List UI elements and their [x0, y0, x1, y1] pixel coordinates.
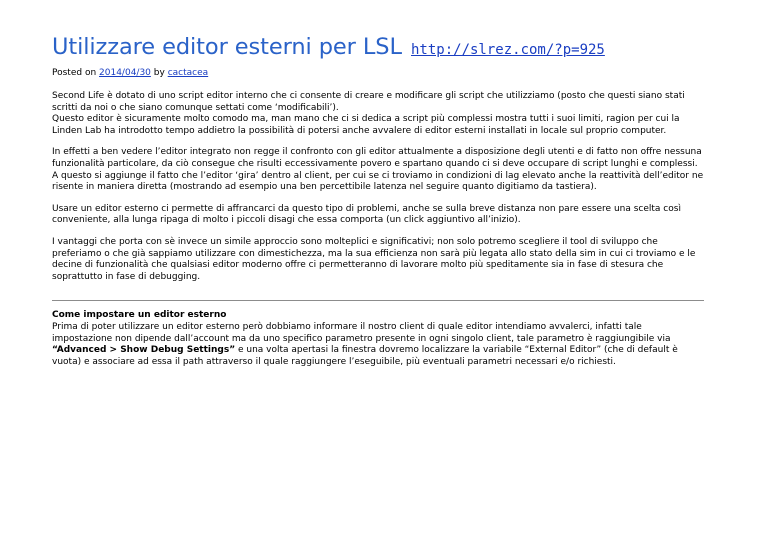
- post-meta: [52, 68, 704, 78]
- by-label: by: [153, 68, 165, 78]
- section-divider: [52, 300, 704, 301]
- section: [52, 310, 704, 368]
- paragraph-2: [52, 147, 704, 193]
- menu-path: “Advanced > Show Debug Settings”: [52, 345, 236, 356]
- paragraph-line: Questo editor è sicuramente molto comodo ma, man mano che ci si dedica a script più complessi mostra tutti i suoi limiti, ragion per cui la Linden Lab ha introdotto tempo addietro la possibilità di potersi anche avvalere di editor esterni installati in locale sul proprio computer.: [52, 114, 680, 136]
- paragraph-line: Second Life è dotato di uno script editor interno che ci consente di creare e modificare gli script che utilizziamo (posto che questi siano stati scritti da noi o che siano comunque settati come ‘modificabili’).: [52, 91, 685, 113]
- paragraph-4: [52, 237, 704, 283]
- article-title: Utilizzare editor esterni per LSL: [52, 34, 402, 60]
- section-paragraph: [52, 322, 704, 368]
- post-date-link[interactable]: 2014/04/30: [99, 68, 151, 78]
- section-heading: Come impostare un editor esterno: [52, 310, 227, 321]
- short-link[interactable]: http://slrez.com/?p=925: [411, 42, 605, 58]
- author-link[interactable]: cactacea: [167, 68, 209, 78]
- paragraph-line: A questo si aggiunge il fatto che l’editor ‘gira’ dentro al client, per cui se ci troviamo in condizioni di lag elevato anche la reattività dell’editor ne risente in maniera diretta (mostrando ad esempio una ben percettibile latenza nel seguire quanto digitiamo da tastiera).: [52, 170, 704, 193]
- article: [52, 34, 704, 378]
- posted-on-label: Posted on: [52, 68, 97, 78]
- section-text-after: e una volta apertasi la finestra dovremo localizzare la variabile “External Editor” (che di default è vuota) e associare ad essa il path attraverso il quale raggiungere l’eseguibile, più eventuali parametri necessari e/o richiesti.: [52, 345, 678, 367]
- paragraph-line: In effetti a ben vedere l’editor integrato non regge il confronto con gli editor attualmente a disposizione degli utenti e di fatto non offre nessuna funzionalità particolare, da ciò consegue che risulti eccessivamente povero e spartano quando ci si deve occupare di script lunghi e complessi.: [52, 147, 702, 169]
- paragraph-1: [52, 91, 704, 137]
- paragraph-3: [52, 204, 704, 227]
- title-row: [52, 34, 704, 68]
- paragraph-line: I vantaggi che porta con sè invece un simile approccio sono molteplici e significativi; non solo potremo scegliere il tool di sviluppo che preferiamo o che già sappiamo utilizzare con dimestichezza, ma la sua efficienza non sarà più legata allo stato della sim in cui ci troviamo e le decine di funzionalità che qualsiasi editor moderno offre ci permetteranno di lavorare molto più speditamente sia in fase di stesura che soprattutto in fase di debugging.: [52, 236, 696, 282]
- paragraph-line: Usare un editor esterno ci permette di affrancarci da questo tipo di problemi, anche se sulla breve distanza non pare essere una scelta così conveniente, alla lunga ripaga di molto i piccoli disagi che essa comporta (un click aggiuntivo all’inizio).: [52, 203, 681, 226]
- section-text-before: Prima di poter utilizzare un editor esterno però dobbiamo informare il nostro client di quale editor intendiamo avvalerci, infatti tale impostazione non dipende dall’account ma da uno specifico parametro presente in ogni singolo client, tale parametro è raggiungibile via: [52, 321, 671, 344]
